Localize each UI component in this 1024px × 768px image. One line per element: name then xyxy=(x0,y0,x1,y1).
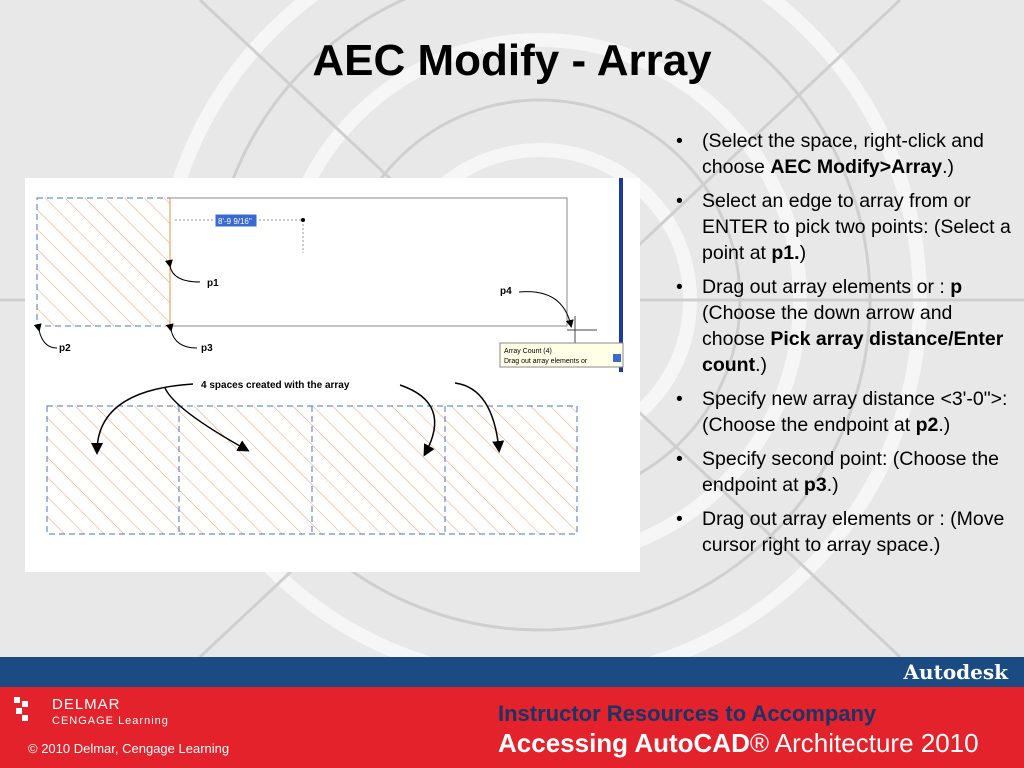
array-figure xyxy=(25,178,640,572)
bullet-item: • Drag out array elements or : (Move cursor right to array space.) xyxy=(674,506,1016,558)
label-p4: p4 xyxy=(500,286,512,297)
delmar-logo-icon xyxy=(14,697,30,725)
slide-title: AEC Modify - Array xyxy=(312,36,712,85)
instructor-resources-title: Instructor Resources to Accompany xyxy=(498,701,877,726)
bullet-item: • (Select the space, right-click and choose AEC Modify>Array.) xyxy=(674,128,1016,180)
original-space xyxy=(37,198,170,326)
autodesk-logo: Autodesk xyxy=(903,660,1008,684)
label-p1: p1 xyxy=(207,278,219,289)
label-p3: p3 xyxy=(201,343,213,354)
tooltip-line1: Array Count (4) xyxy=(504,348,552,355)
bullet-item: • Select an edge to array from or ENTER to pick two points: (Select a point at p1.) xyxy=(674,188,1016,266)
bullet-item: • Specify second point: (Choose the endpoint at p3.) xyxy=(674,446,1016,498)
book-title: Accessing AutoCAD® Architecture 2010 xyxy=(498,728,979,758)
dimension-value: 8'-9 9/16" xyxy=(218,217,252,226)
delmar-brand: DELMAR xyxy=(52,696,121,713)
tooltip-line2: Drag out array elements or xyxy=(504,358,588,365)
bullet-item: • Drag out array elements or : p (Choose the down arrow and choose Pick array distance/Enter count.) xyxy=(674,274,1016,378)
array-caption: 4 spaces created with the array xyxy=(201,380,350,391)
bullet-item: • Specify new array distance <3'-0">: (Choose the endpoint at p2.) xyxy=(674,386,1016,438)
footer-blue-bar xyxy=(0,657,1024,687)
cengage-brand: CENGAGE Learning xyxy=(52,715,169,727)
label-p2: p2 xyxy=(59,343,71,354)
copyright-text: © 2010 Delmar, Cengage Learning xyxy=(28,741,230,756)
bullet-list xyxy=(674,128,1016,566)
